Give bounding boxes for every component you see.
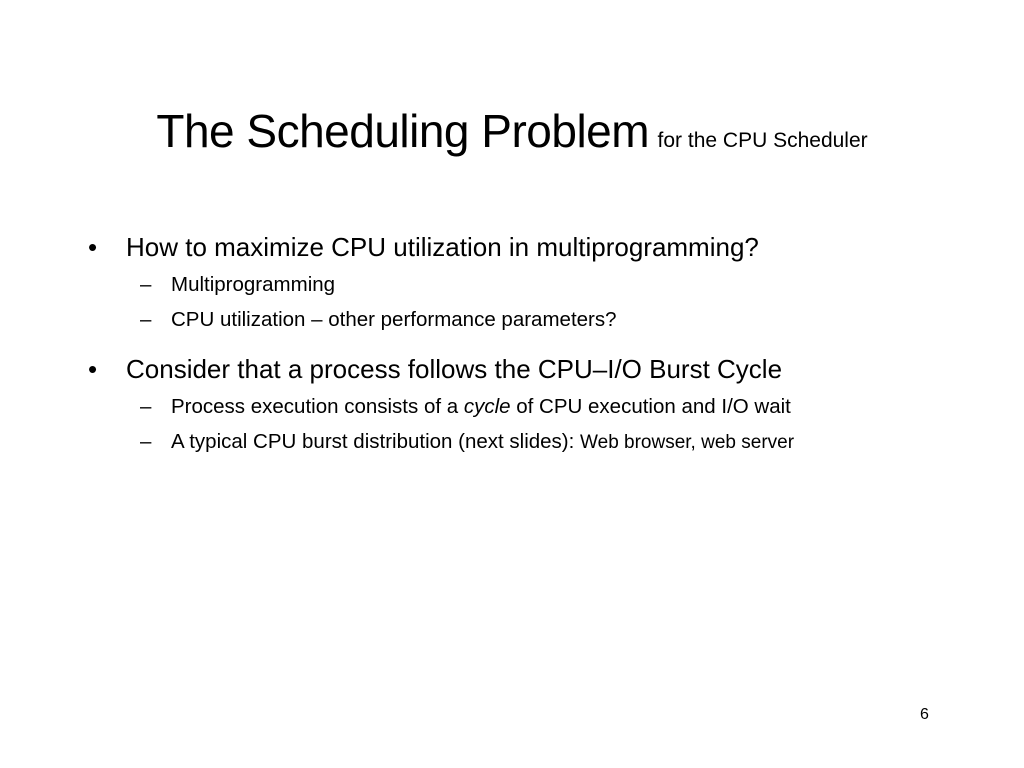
sub-bullet-2-1 bbox=[88, 390, 908, 423]
bullet-1 bbox=[88, 228, 908, 266]
title-subtitle: for the CPU Scheduler bbox=[657, 129, 868, 152]
dash-marker: – bbox=[140, 395, 152, 418]
bullet-text: Consider that a process follows the CPU–I/O Burst Cycle bbox=[126, 354, 783, 384]
sub-bullet-text: A typical CPU burst distribution (next slides): bbox=[171, 430, 581, 453]
dash-marker: – bbox=[140, 430, 152, 453]
bullet-marker: • bbox=[88, 232, 98, 262]
sub-bullet-text: Multiprogramming bbox=[171, 273, 336, 296]
slide-title bbox=[0, 104, 1024, 158]
emphasis-cycle: cycle bbox=[463, 395, 511, 418]
title-main: The Scheduling Problem bbox=[156, 105, 650, 157]
sub-bullet-2-2 bbox=[88, 425, 908, 459]
bullet-2 bbox=[88, 350, 908, 388]
bullet-marker: • bbox=[88, 354, 98, 384]
sub-bullet-text-post: of CPU execution and I/O wait bbox=[510, 395, 791, 418]
sub-bullet-text-pre: Process execution consists of a bbox=[171, 395, 464, 418]
sub-bullet-1-1 bbox=[88, 268, 908, 301]
page-number: 6 bbox=[920, 706, 929, 723]
dash-marker: – bbox=[140, 273, 152, 296]
sub-bullet-1-2 bbox=[88, 303, 908, 336]
sub-bullet-examples: Web browser, web server bbox=[580, 432, 795, 453]
bullet-text: How to maximize CPU utilization in multiprogramming? bbox=[126, 232, 759, 262]
slide-body bbox=[88, 228, 908, 459]
dash-marker: – bbox=[140, 308, 152, 331]
sub-bullet-text: CPU utilization – other performance parameters? bbox=[171, 308, 617, 331]
